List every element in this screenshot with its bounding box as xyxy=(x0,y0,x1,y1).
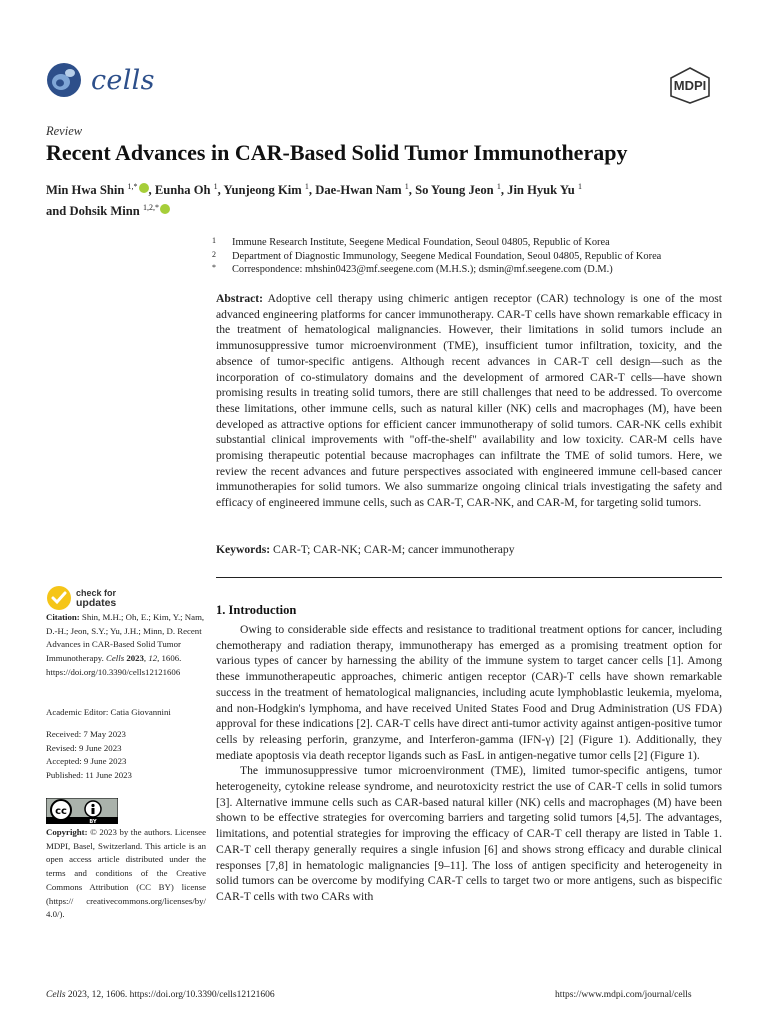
journal-logo[interactable] xyxy=(46,60,155,100)
author-name[interactable]: Min Hwa Shin xyxy=(46,183,128,198)
citation-journal: Cells xyxy=(106,653,125,664)
citation-pages: , 1606. xyxy=(157,653,182,664)
author-name[interactable]: So Young Jeon xyxy=(415,183,497,198)
author-affiliation-mark: 1,* xyxy=(127,182,138,191)
author-name[interactable]: Yunjeong Kim xyxy=(223,183,305,198)
check-updates-line2: updates xyxy=(76,597,117,609)
check-for-updates-badge[interactable] xyxy=(46,585,116,611)
author-name[interactable]: Jin Hyuk Yu xyxy=(507,183,578,198)
affiliation-mark: * xyxy=(212,263,216,272)
author-name[interactable]: Dae-Hwan Nam xyxy=(315,183,405,198)
academic-editor: Academic Editor: Catia Giovannini xyxy=(46,707,171,717)
keywords xyxy=(216,543,722,556)
affiliation-row xyxy=(212,236,712,250)
section-body xyxy=(216,622,722,905)
affiliation-row xyxy=(212,263,712,277)
mdpi-logo-text: MDPI xyxy=(673,78,707,93)
affiliation-mark: 1 xyxy=(212,236,216,245)
footer-journal: Cells xyxy=(46,990,66,1000)
citation-doi-link[interactable]: https://doi.org/10.3390/cells12121606 xyxy=(46,666,181,677)
citation-block: Citation: Shin, M.H.; Oh, E.; Kim, Y.; Nam, D.-H.; Jeon, S.Y.; Yu, J.H.; Minn, D. Recent Advances in CAR-Based Solid Tumor Immunotherapy. Cells 2023, 12, 1606. https://doi.org/10.3390/cells12121606 xyxy=(46,612,205,677)
check-updates-line1: check for xyxy=(76,588,117,598)
affiliation-text: Immune Research Institute, Seegene Medical Foundation, Seoul 04805, Republic of Korea xyxy=(232,237,610,248)
section-heading: 1. Introduction xyxy=(216,603,297,617)
dates-block xyxy=(46,728,206,783)
abstract xyxy=(216,291,722,511)
affiliations xyxy=(212,236,712,277)
author-affiliation-mark: 1 xyxy=(496,182,501,191)
affiliation-text: Department of Diagnostic Immunology, Seegene Medical Foundation, Seoul 04805, Republic of Korea xyxy=(232,250,662,262)
orcid-icon[interactable] xyxy=(139,183,149,193)
keywords-label: Keywords: xyxy=(216,543,271,556)
author-affiliation-mark: 1 xyxy=(213,182,218,191)
author-affiliation-mark: 1,2,* xyxy=(142,203,159,213)
section-divider xyxy=(216,577,722,578)
keywords-text: CAR-T; CAR-NK; CAR-M; cancer immunotherapy xyxy=(273,543,515,556)
published-date: Published: 11 June 2023 xyxy=(46,770,132,781)
abstract-label: Abstract: xyxy=(216,292,264,305)
orcid-icon[interactable] xyxy=(160,204,170,214)
svg-text:cc: cc xyxy=(55,806,67,817)
copyright-block xyxy=(46,826,206,922)
journal-name: cells xyxy=(91,64,155,96)
author-affiliation-mark: 1 xyxy=(304,182,309,191)
author-affiliation-mark: 1 xyxy=(404,182,409,191)
citation-label: Citation: xyxy=(46,612,80,622)
revised-date: Revised: 9 June 2023 xyxy=(46,742,122,753)
cells-emblem-icon xyxy=(46,62,82,98)
author-list: Min Hwa Shin $^{1,*}$ , Eunha Oh $^1$, Yunjeong Kim $^1$, Dae-Hwan Nam $^1$, So Young Jeon $^1$, Jin Hyuk Yu $^1$ and Dohsik Minn $^{1,2,*}$ xyxy=(46,182,582,219)
mdpi-logo[interactable] xyxy=(664,66,716,104)
citation-year: 2023 xyxy=(126,653,144,664)
footer-journal-url[interactable]: https://www.mdpi.com/journal/cells xyxy=(555,990,692,1000)
abstract-text: Adoptive cell therapy using chimeric antigen receptor (CAR) technology is one of the most advanced engineering platforms for cancer immunotherapy. CAR-T cells have shown remarkable efficacy in the treatment of hematological malignancies. However, their limitations in solid tumors include an immunosuppressive tumor microenvironment (TME), insufficient tumor infiltration, toxicity, and the absence of tumor-specific antigens. Although recent advances in CAR-T cell design—such as the incorporation of co-stimulatory domains and the development of armored CAR-T cells—have shown promising results in treating solid tumors, there are still challenges that need to be addressed. To overcome these limitations, other immune cells, such as natural killer (NK) cells and macrophages (M), have been developed as attractive options for efficient cancer immunotherapy of solid tumors. CAR-NK cells exhibit substantial clinical improvements with "off-the-shelf" availability and low toxicity. CAR-M cells have promising therapeutic potential because macrophages can infiltrate the TME of solid tumors. Here, we review the recent advances and future perspectives associated with engineered immune cell-based cancer immunotherapies for solid tumors. We also summarize ongoing clinical trials investigating the safety and efficacy of engineered immune cells, such as CAR-T, CAR-NK, and CAR-M, for targeting solid tumors. xyxy=(216,292,722,510)
affiliation-row xyxy=(212,250,712,264)
check-for-updates-icon xyxy=(46,585,72,611)
article-title: Recent Advances in CAR-Based Solid Tumor Immunotherapy xyxy=(46,140,628,165)
author-affiliation-mark: 1 xyxy=(577,182,582,191)
paragraph: The immunosuppressive tumor microenvironment (TME), limited tumor-specific antigens, tumor heterogeneity, cytokine release syndrome, and neurotoxicity restrict the use of CAR-T cells in solid tumors [3]. Alternative immune cells such as CAR-based natural killer (NK) cells and macrophages (M) have been shown to be effective strategies for overcoming barriers and targeting solid tumors [4,5]. The advantages, limitations, and potential strategies for improving the efficacy of CAR-T cell therapy are listed in Table 1. CAR-T cell therapy generally requires a single infusion [6] and shows strong efficacy and durable clinical responses [7,8] in hematologic malignancies [9–11]. The loss of antigen specificity and heterogeneity in solid tumors can be overcome by modifying CAR-T cells to target two or more antigens, such as bispecific CAR-T cells with two CARs with xyxy=(216,764,722,903)
affiliation-text: Correspondence: mhshin0423@mf.seegene.com (M.H.S.); dsmin@mf.seegene.com (D.M.) xyxy=(232,264,613,275)
citation-text: Shin, M.H.; Oh, E.; Kim, Y.; Nam, D.-H.; Jeon, S.Y.; Yu, J.H.; Minn, D. Recent Advances in CAR-Based Solid Tumor Immunotherapy. xyxy=(46,612,205,664)
copyright-label: Copyright: xyxy=(46,827,88,837)
author-name[interactable]: Dohsik Minn xyxy=(69,204,143,219)
svg-text:BY: BY xyxy=(89,819,97,824)
author-name[interactable]: Eunha Oh xyxy=(154,183,214,198)
accepted-date: Accepted: 9 June 2023 xyxy=(46,756,127,767)
citation-volume: 12 xyxy=(148,653,158,664)
paragraph: Owing to considerable side effects and resistance to traditional treatment options for cancer, including chemotherapy and radiation therapy, immunotherapy has emerged as a promising treatment option for various types of cancer by harnessing the ability of the immune system to target cancer cells [1]. Among these immunotherapeutic approaches, chimeric antigen receptor (CAR)-T cells have shown remarkable success in the treatment of hematological malignancies, including acute lymphoblastic leukemia, myeloma, and non-Hodgkin's lymphoma, and have received United States Food and Drug Administration (US FDA) approval for these indications [2]. CAR-T cells have direct anti-tumor activity against antigen-positive tumor cells by releasing perforin, granzyme, and Interferon-gamma (IFN-γ) [2] (Figure 1). Additionally, they mediate apoptosis via death receptor ligands such as FasL in antigen-negative tumor cells [2] (Figure 1). xyxy=(216,623,722,762)
copyright-text: © 2023 by the authors. Licensee MDPI, Basel, Switzerland. This article is an open access article distributed under the terms and conditions of the Creative Commons Attribution (CC BY) license (https:// creativecommons.org/licenses/by/ 4.0/). xyxy=(46,827,206,920)
received-date: Received: 7 May 2023 xyxy=(46,729,126,739)
footer-citation xyxy=(46,990,275,1000)
cc-by-license-icon[interactable] xyxy=(46,798,118,824)
affiliation-mark: 2 xyxy=(212,249,216,259)
article-type: Review xyxy=(46,124,83,138)
footer-citation-text: 2023, 12, 1606. https://doi.org/10.3390/cells12121606 xyxy=(67,990,275,1000)
